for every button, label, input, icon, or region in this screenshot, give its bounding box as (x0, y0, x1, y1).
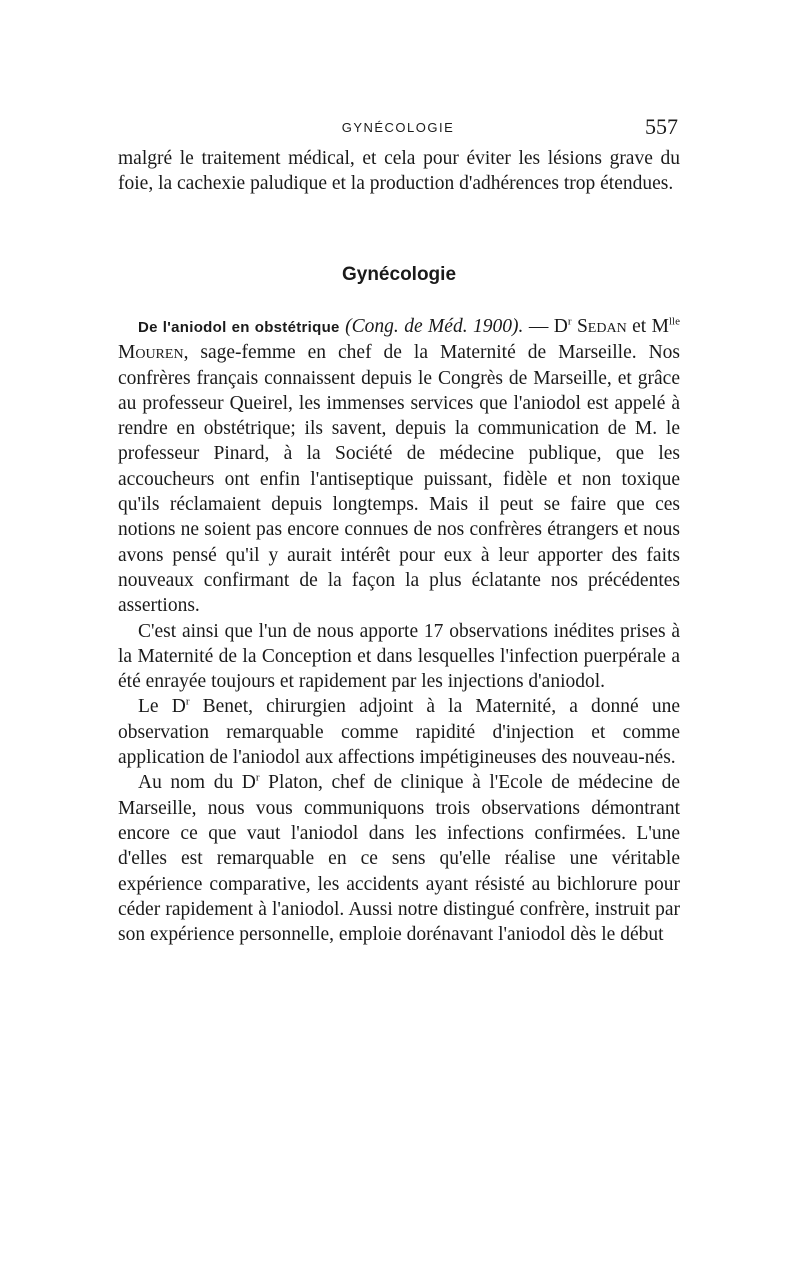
page-number: 557 (645, 114, 678, 139)
author-conj: et (632, 316, 647, 337)
author2-sup: lle (668, 315, 680, 328)
continuation-paragraph-block (118, 146, 680, 197)
p4-sup: r (255, 771, 260, 784)
continuation-paragraph: malgré le traitement médical, et cela pour éviter les lésions grave du foie, la cachexie paludique et la production d'adhérences trop étendues. (118, 148, 680, 195)
running-head-title: GYNÉCOLOGIE (341, 120, 455, 135)
author1-prefix: D (553, 316, 568, 337)
author1-name: Sedan (576, 316, 627, 337)
article-citation: (Cong. de Méd. 1900). (345, 316, 524, 337)
article-title: De l'aniodol en obstétrique (138, 319, 340, 336)
article-paragraph-4 (118, 770, 680, 947)
article-body (118, 314, 680, 947)
author1-sup: r (567, 315, 572, 328)
p4-prefix: Au nom du D (138, 772, 256, 794)
author2-prefix: M (651, 316, 669, 337)
article-paragraph-2: C'est ainsi que l'un de nous apporte 17 observations inédites prises à la Maternité de la Conception et dans lesquelles l'infection puerpérale a été enrayée toujours et rapidement par les injections d'aniodol. (118, 620, 680, 693)
running-head (118, 114, 678, 144)
p3-prefix: Le D (138, 696, 186, 718)
author2-name: Mouren (118, 342, 184, 364)
p3-text: Benet, chirurgien adjoint à la Maternité, a donné une observation remarquable comme rapidité d'injection et comme application de l'aniodol aux affections impétigineuses des nouveau-nés. (118, 696, 681, 769)
paragraph-1-text: , sage-femme en chef de la Maternité de Marseille. Nos confrères français connaissent depuis le Congrès de Marseille, et grâce au professeur Queirel, les immenses services que l'aniodol est appelé à rendre en obstétrique; ils savent, depuis la communication de M. le professeur Pinard, à la Société de médecine publique, que les accoucheurs ont enfin l'antiseptique puissant, fidèle et non toxique qu'ils réclamaient depuis longtemps. Mais il peut se faire que ces notions ne soient pas encore connues de nos confrères étrangers et nous avons pensé qu'il y aurait intérêt pour eux à leur apporter des faits nouveaux confirmant de la façon la plus éclatante nos précédentes assertions. (118, 342, 680, 617)
article-paragraph-1 (118, 314, 680, 619)
p4-text: Platon, chef de clinique à l'Ecole de médecine de Marseille, nous vous communiquons trois observations démontrant encore ce que vaut l'aniodol dans les infections confirmées. L'une d'elles est remarquable en ce sens qu'elle réalise une véritable expérience comparative, les accidents ayant résisté au bichlorure pour céder rapidement à l'aniodol. Aussi notre distingué confrère, instruit par son expérience personnelle, emploie dorénavant l'aniodol dès le début (118, 772, 680, 946)
section-title: Gynécologie (341, 264, 457, 285)
p3-sup: r (185, 695, 190, 708)
article-paragraph-3 (118, 694, 680, 770)
title-dash: — (528, 316, 549, 337)
